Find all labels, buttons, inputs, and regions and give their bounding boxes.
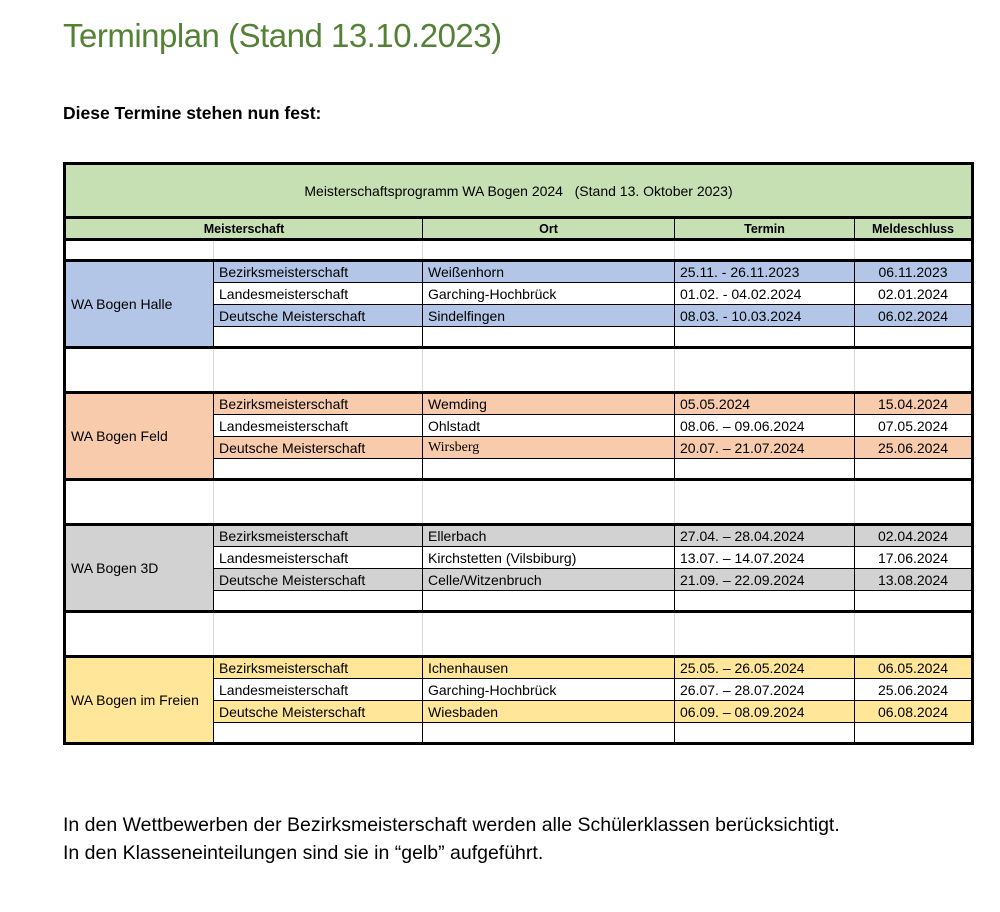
cell-meisterschaft: Landesmeisterschaft xyxy=(214,547,423,569)
footer-paragraph xyxy=(63,811,972,867)
block-label: WA Bogen 3D xyxy=(65,525,214,612)
separator-cell xyxy=(65,348,214,393)
cell-meisterschaft: Landesmeisterschaft xyxy=(214,679,423,701)
cell-ort: Weißenhorn xyxy=(423,261,675,283)
cell-empty xyxy=(214,591,423,612)
cell-meisterschaft: Bezirksmeisterschaft xyxy=(214,261,423,283)
cell-meldeschluss: 07.05.2024 xyxy=(855,415,973,437)
cell-termin: 13.07. – 14.07.2024 xyxy=(675,547,855,569)
cell-ort: Sindelfingen xyxy=(423,305,675,327)
cell-meldeschluss: 25.06.2024 xyxy=(855,679,973,701)
subtitle: Diese Termine stehen nun fest: xyxy=(63,103,322,123)
table-row xyxy=(65,261,973,283)
cell-meisterschaft: Bezirksmeisterschaft xyxy=(214,525,423,547)
cell-meldeschluss: 06.11.2023 xyxy=(855,261,973,283)
cell-meisterschaft: Deutsche Meisterschaft xyxy=(214,305,423,327)
footer-line-1: In den Wettbewerben der Bezirksmeisterschaft werden alle Schülerklassen berücksichtigt. xyxy=(63,814,840,836)
table-title-row xyxy=(65,164,973,218)
cell-empty xyxy=(855,723,973,744)
cell-ort: Garching-Hochbrück xyxy=(423,283,675,305)
column-header-row xyxy=(65,218,973,240)
cell-empty xyxy=(423,459,675,480)
column-header-meldeschluss: Meldeschluss xyxy=(855,218,973,240)
cell-termin: 06.09. – 08.09.2024 xyxy=(675,701,855,723)
cell-meldeschluss: 06.05.2024 xyxy=(855,657,973,679)
separator-cell xyxy=(214,612,423,657)
cell-meldeschluss: 06.08.2024 xyxy=(855,701,973,723)
block-label: WA Bogen Feld xyxy=(65,393,214,480)
cell-meldeschluss: 13.08.2024 xyxy=(855,569,973,591)
cell-ort: Ohlstadt xyxy=(423,415,675,437)
table-row xyxy=(65,525,973,547)
schedule-table xyxy=(63,162,974,745)
cell-empty xyxy=(214,459,423,480)
cell-termin: 27.04. – 28.04.2024 xyxy=(675,525,855,547)
cell-termin: 08.03. - 10.03.2024 xyxy=(675,305,855,327)
cell-empty xyxy=(423,591,675,612)
cell-termin: 26.07. – 28.07.2024 xyxy=(675,679,855,701)
document-page xyxy=(0,16,1000,867)
cell-termin: 20.07. – 21.07.2024 xyxy=(675,437,855,459)
cell-meisterschaft: Deutsche Meisterschaft xyxy=(214,701,423,723)
cell-empty xyxy=(855,459,973,480)
cell-meldeschluss: 02.04.2024 xyxy=(855,525,973,547)
header-spacer-row xyxy=(65,240,973,261)
cell-termin: 01.02. - 04.02.2024 xyxy=(675,283,855,305)
cell-empty xyxy=(855,327,973,348)
cell-meisterschaft: Bezirksmeisterschaft xyxy=(214,657,423,679)
table-row xyxy=(65,657,973,679)
cell-meisterschaft: Deutsche Meisterschaft xyxy=(214,569,423,591)
separator-row xyxy=(65,480,973,525)
spacer-cell xyxy=(65,240,214,261)
cell-meisterschaft: Bezirksmeisterschaft xyxy=(214,393,423,415)
separator-cell xyxy=(855,480,973,525)
cell-ort: Kirchstetten (Vilsbiburg) xyxy=(423,547,675,569)
table-blocks xyxy=(65,164,973,744)
separator-cell xyxy=(675,348,855,393)
cell-ort: Wirsberg xyxy=(423,437,675,459)
cell-meldeschluss: 06.02.2024 xyxy=(855,305,973,327)
separator-cell xyxy=(423,480,675,525)
cell-ort: Wiesbaden xyxy=(423,701,675,723)
spacer-cell xyxy=(423,240,675,261)
separator-cell xyxy=(675,480,855,525)
footer-line-2: In den Klasseneinteilungen sind sie in “gelb” aufgeführt. xyxy=(63,842,544,864)
cell-termin: 08.06. – 09.06.2024 xyxy=(675,415,855,437)
block-label: WA Bogen Halle xyxy=(65,261,214,348)
cell-meisterschaft: Deutsche Meisterschaft xyxy=(214,437,423,459)
cell-empty xyxy=(855,591,973,612)
cell-ort: Ellerbach xyxy=(423,525,675,547)
cell-empty xyxy=(214,723,423,744)
cell-termin: 05.05.2024 xyxy=(675,393,855,415)
cell-meldeschluss: 15.04.2024 xyxy=(855,393,973,415)
cell-empty xyxy=(423,327,675,348)
spacer-cell xyxy=(214,240,423,261)
separator-cell xyxy=(65,612,214,657)
separator-cell xyxy=(675,612,855,657)
cell-ort: Celle/Witzenbruch xyxy=(423,569,675,591)
cell-empty xyxy=(675,591,855,612)
cell-termin: 25.11. - 26.11.2023 xyxy=(675,261,855,283)
separator-cell xyxy=(855,612,973,657)
cell-empty xyxy=(214,327,423,348)
cell-meldeschluss: 02.01.2024 xyxy=(855,283,973,305)
cell-meisterschaft: Landesmeisterschaft xyxy=(214,415,423,437)
separator-cell xyxy=(423,348,675,393)
cell-meldeschluss: 25.06.2024 xyxy=(855,437,973,459)
table-title: Meisterschaftsprogramm WA Bogen 2024 (Stand 13. Oktober 2023) xyxy=(65,164,973,218)
separator-cell xyxy=(214,348,423,393)
separator-cell xyxy=(855,348,973,393)
cell-empty xyxy=(675,327,855,348)
separator-cell xyxy=(423,612,675,657)
block-label: WA Bogen im Freien xyxy=(65,657,214,744)
cell-termin: 25.05. – 26.05.2024 xyxy=(675,657,855,679)
separator-cell xyxy=(214,480,423,525)
spacer-cell xyxy=(855,240,973,261)
table-row xyxy=(65,393,973,415)
cell-termin: 21.09. – 22.09.2024 xyxy=(675,569,855,591)
cell-meldeschluss: 17.06.2024 xyxy=(855,547,973,569)
cell-empty xyxy=(675,459,855,480)
cell-ort: Wemding xyxy=(423,393,675,415)
column-header-meisterschaft: Meisterschaft xyxy=(65,218,423,240)
cell-empty xyxy=(423,723,675,744)
cell-ort: Ichenhausen xyxy=(423,657,675,679)
separator-cell xyxy=(65,480,214,525)
cell-ort: Garching-Hochbrück xyxy=(423,679,675,701)
column-header-ort: Ort xyxy=(423,218,675,240)
page-title: Terminplan (Stand 13.10.2023) xyxy=(63,17,502,54)
separator-row xyxy=(65,348,973,393)
spacer-cell xyxy=(675,240,855,261)
separator-row xyxy=(65,612,973,657)
column-header-termin: Termin xyxy=(675,218,855,240)
cell-meisterschaft: Landesmeisterschaft xyxy=(214,283,423,305)
cell-empty xyxy=(675,723,855,744)
